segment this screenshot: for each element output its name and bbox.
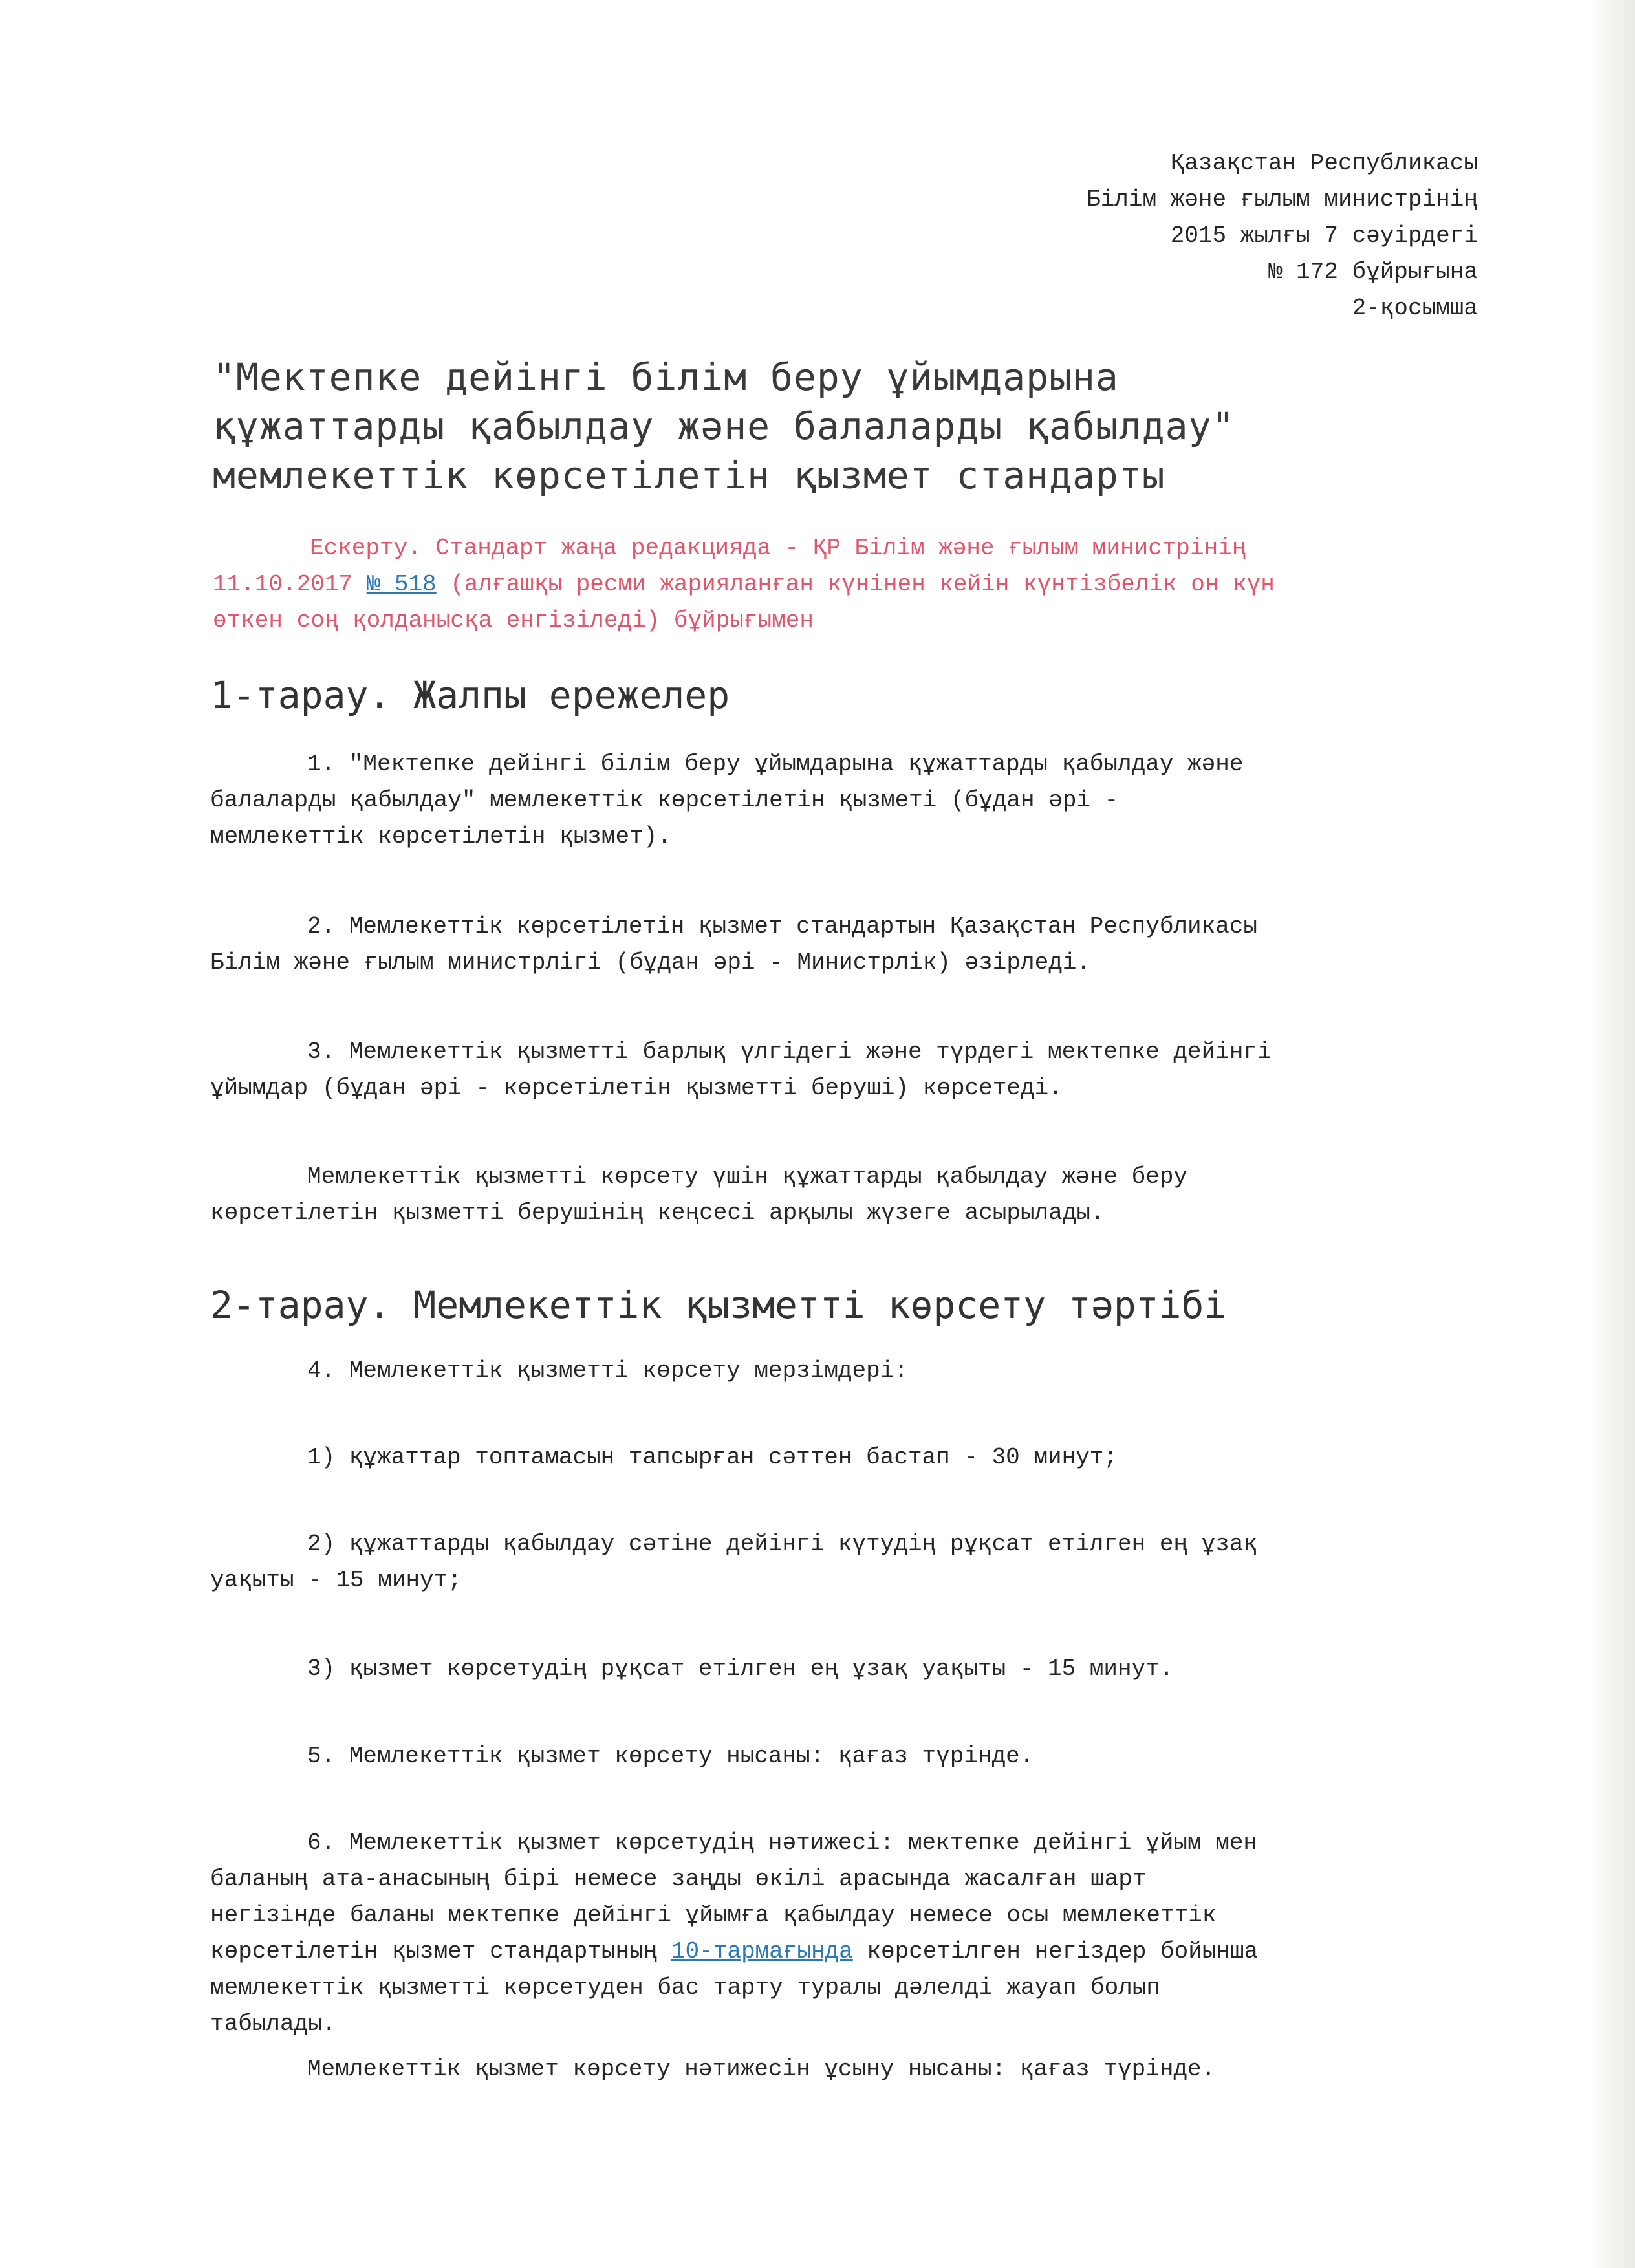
paragraph-line: көрсетілген негіздер бойынша <box>852 1938 1259 1965</box>
amendment-note <box>213 530 1480 639</box>
paragraph-line: 1) құжаттар топтамасын тапсырған сәттен бастап - 30 минут; <box>307 1444 1118 1471</box>
note-line: (алғашқы ресми жарияланған күнінен кейін күнтізбелік он күн <box>436 571 1275 598</box>
paragraph-line: Мемлекеттік қызметті көрсету үшін құжаттарды қабылдау және беру <box>307 1163 1188 1190</box>
paragraph-1 <box>210 746 1478 855</box>
clause-10-link[interactable]: 10-тармағында <box>671 1938 853 1965</box>
paragraph-line: табылады. <box>210 2011 336 2037</box>
order-518-link[interactable]: № 518 <box>366 571 437 598</box>
chapter-1-heading: 1-тарау. Жалпы ережелер <box>210 673 730 717</box>
paragraph-6 <box>210 1440 1478 1476</box>
title-line: "Мектепке дейінгі білім беру ұйымдарына <box>213 355 1119 399</box>
note-line: өткен соң қолданысқа енгізіледі) бұйрығымен <box>213 607 814 634</box>
paragraph-line: Білім және ғылым министрлігі (бұдан әрі - Министрлік) әзірледі. <box>210 949 1091 976</box>
paragraph-line: негізінде баланы мектепке дейінгі ұйымға қабылдау немесе осы мемлекеттік <box>210 1902 1217 1928</box>
paragraph-line: 3. Мемлекеттік қызметті барлық үлгідегі және түрдегі мектепке дейінгі <box>307 1039 1272 1065</box>
paragraph-4 <box>210 1159 1478 1231</box>
paragraph-line: балаларды қабылдау" мемлекеттік көрсетілетін қызметі (бұдан әрі - <box>210 787 1119 814</box>
appendix-line: 2015 жылғы 7 сәуірдегі <box>1170 222 1478 249</box>
note-date: 11.10.2017 <box>213 571 367 598</box>
appendix-line: 2-қосымша <box>1352 295 1478 321</box>
paragraph-line: 2. Мемлекеттік көрсетілетін қызмет стандартын Қазақстан Республикасы <box>307 913 1258 940</box>
paragraph-line: 6. Мемлекеттік қызмет көрсетудің нәтижесі: мектепке дейінгі ұйым мен <box>307 1830 1258 1856</box>
scan-edge <box>1590 0 1635 2268</box>
paragraph-line: 2) құжаттарды қабылдау сәтіне дейінгі күтудің рұқсат етілген ең ұзақ <box>307 1531 1258 1557</box>
paragraph-line: көрсетілетін қызмет стандартының <box>210 1938 671 1965</box>
paragraph-line: 3) қызмет көрсетудің рұқсат етілген ең ұзақ уақыты - 15 минут. <box>307 1656 1174 1682</box>
paragraph-8 <box>210 1651 1478 1687</box>
paragraph-line: 5. Мемлекеттік қызмет көрсету нысаны: қағаз түрінде. <box>307 1743 1034 1769</box>
paragraph-11 <box>210 2051 1478 2088</box>
note-line: Ескерту. Стандарт жаңа редакцияда - ҚР Білім және ғылым министрінің <box>310 535 1246 561</box>
paragraph-line: 4. Мемлекеттік қызметті көрсету мерзімдері: <box>307 1357 908 1384</box>
paragraph-line: ұйымдар (бұдан әрі - көрсетілетін қызметті беруші) көрсетеді. <box>210 1075 1063 1101</box>
paragraph-5 <box>210 1353 1478 1389</box>
paragraph-line: уақыты - 15 минут; <box>210 1567 462 1593</box>
paragraph-line: баланың ата-анасының бірі немесе заңды өкілі арасында жасалған шарт <box>210 1866 1147 1892</box>
paragraph-line: мемлекеттік көрсетілетін қызмет). <box>210 823 671 850</box>
appendix-line: Қазақстан Республикасы <box>1170 150 1478 177</box>
paragraph-line: көрсетілетін қызметті берушінің кеңсесі арқылы жүзеге асырылады. <box>210 1200 1105 1226</box>
paragraph-2 <box>210 909 1478 981</box>
paragraph-line: мемлекеттік қызметті көрсетуден бас тарту туралы дәлелді жауап болып <box>210 1974 1161 2001</box>
document-title <box>213 352 1235 500</box>
appendix-line: № 172 бұйрығына <box>1268 259 1478 285</box>
appendix-line: Білім және ғылым министрінің <box>1087 186 1478 213</box>
paragraph-line: Мемлекеттік қызмет көрсету нәтижесін ұсыну нысаны: қағаз түрінде. <box>307 2056 1216 2082</box>
paragraph-10 <box>210 1825 1478 2042</box>
chapter-2-heading: 2-тарау. Мемлекеттік қызметті көрсету тәртібі <box>210 1283 1227 1327</box>
appendix-reference <box>1087 146 1478 327</box>
paragraph-9 <box>210 1738 1478 1775</box>
paragraph-7 <box>210 1526 1478 1599</box>
paragraph-3 <box>210 1034 1478 1107</box>
paragraph-line: 1. "Мектепке дейінгі білім беру ұйымдарына құжаттарды қабылдау және <box>307 751 1244 777</box>
title-line: мемлекеттік көрсетілетін қызмет стандарты <box>213 453 1165 497</box>
title-line: құжаттарды қабылдау және балаларды қабылдау" <box>213 404 1235 448</box>
